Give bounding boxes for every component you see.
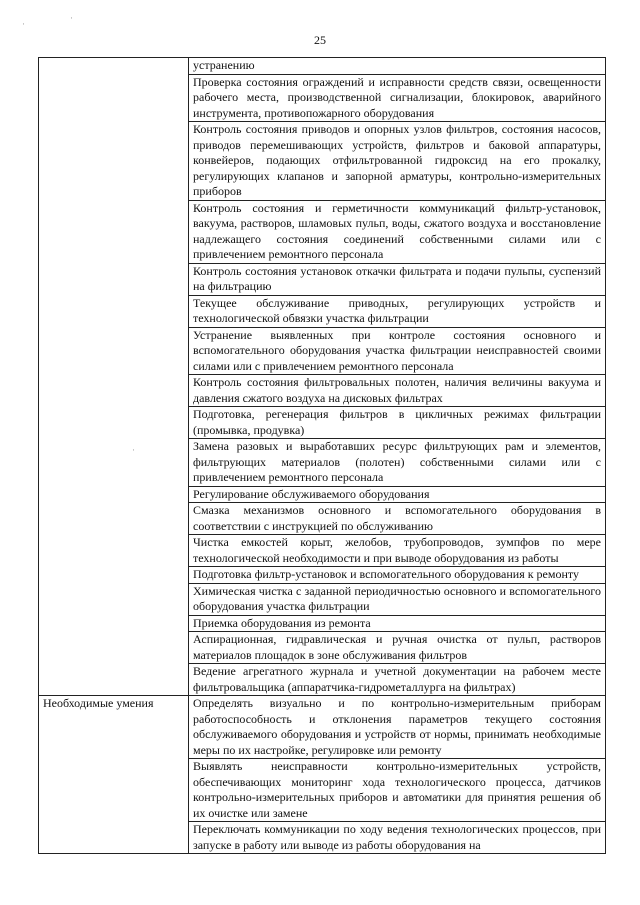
section-label: Необходимые умения — [39, 696, 189, 854]
label-cell-empty — [39, 58, 189, 696]
row-text: Контроль состояния фильтровальных полотен, наличия величины вакуума и давления сжатого воздуха на дисковых фильтрах — [189, 375, 606, 407]
row-text: Подготовка фильтр-установок и вспомогательного оборудования к ремонту — [189, 567, 606, 584]
competency-table — [38, 57, 606, 854]
row-text: Химическая чистка с заданной периодичностью основного и вспомогательного оборудования участка фильтрации — [189, 583, 606, 615]
row-text: Переключать коммуникации по ходу ведения технологических процессов, при запуске в работу или выводе из работы оборудования на — [189, 822, 606, 854]
row-text: Определять визуально и по контрольно-измерительным приборам работоспособность и отклонения параметров текущего состояния обслуживаемого оборудования и устройств от нормы, принимать необходимые меры по их настройке, регулировке или ремонту — [189, 696, 606, 759]
scan-mark: · — [70, 13, 73, 23]
scan-mark: · — [22, 19, 25, 29]
row-text: Ведение агрегатного журнала и учетной документации на рабочем месте фильтровальщика (аппаратчика-гидрометаллурга на фильтрах) — [189, 664, 606, 696]
table-row — [39, 58, 606, 75]
row-text: Устранение выявленных при контроле состояния основного и вспомогательного оборудования участка фильтрации неисправностей своими силами или с привлечением ремонтного персонала — [189, 327, 606, 375]
row-text: Текущее обслуживание приводных, регулирующих устройств и технологической обвязки участка фильтрации — [189, 295, 606, 327]
row-text: Проверка состояния ограждений и исправности средств связи, освещенности рабочего места, производственной сигнализации, блокировок, аварийного инструмента, противопожарного оборудования — [189, 74, 606, 122]
row-text: Контроль состояния и герметичности коммуникаций фильтр-установок, вакуума, растворов, шламовых пульп, воды, сжатого воздуха и восстановление надлежащего состояния соединений собственными силами или с привлечением ремонтного персонала — [189, 200, 606, 263]
row-text: Контроль состояния установок откачки фильтрата и подачи пульпы, суспензий на фильтрацию — [189, 263, 606, 295]
scan-mark: · — [132, 445, 135, 455]
row-text: Приемка оборудования из ремонта — [189, 615, 606, 632]
table-row — [39, 696, 606, 759]
row-text: Чистка емкостей корыт, желобов, трубопроводов, зумпфов по мере технологической необходимости и при выводе оборудования из работы — [189, 535, 606, 567]
row-text: Аспирационная, гидравлическая и ручная очистка от пульп, растворов материалов площадок в зоне обслуживания фильтров — [189, 632, 606, 664]
page-number: 25 — [314, 33, 326, 47]
row-text: Подготовка, регенерация фильтров в цикличных режимах фильтрации (промывка, продувка) — [189, 407, 606, 439]
row-text: Регулирование обслуживаемого оборудования — [189, 486, 606, 503]
row-text: Контроль состояния приводов и опорных узлов фильтров, состояния насосов, приводов перемешивающих устройств, фильтров и баковой аппаратуры, конвейеров, подающих отфильтрованной гидроксид на его прокалку, регулирующих клапанов и запорной арматуры, контрольно-измерительных приборов — [189, 122, 606, 201]
row-text: Смазка механизмов основного и вспомогательного оборудования в соответствии с инструкцией по обслуживанию — [189, 503, 606, 535]
row-text: Замена разовых и выработавших ресурс фильтрующих рам и элементов, фильтрующих материалов (полотен) собственными силами или с привлечением ремонтного персонала — [189, 439, 606, 487]
row-text: Выявлять неисправности контрольно-измерительных устройств, обеспечивающих мониторинг хода технологического процесса, датчиков контрольно-измерительных приборов и автоматики для принятия решения об их очистке или замене — [189, 759, 606, 822]
row-text: устранению — [189, 58, 606, 75]
